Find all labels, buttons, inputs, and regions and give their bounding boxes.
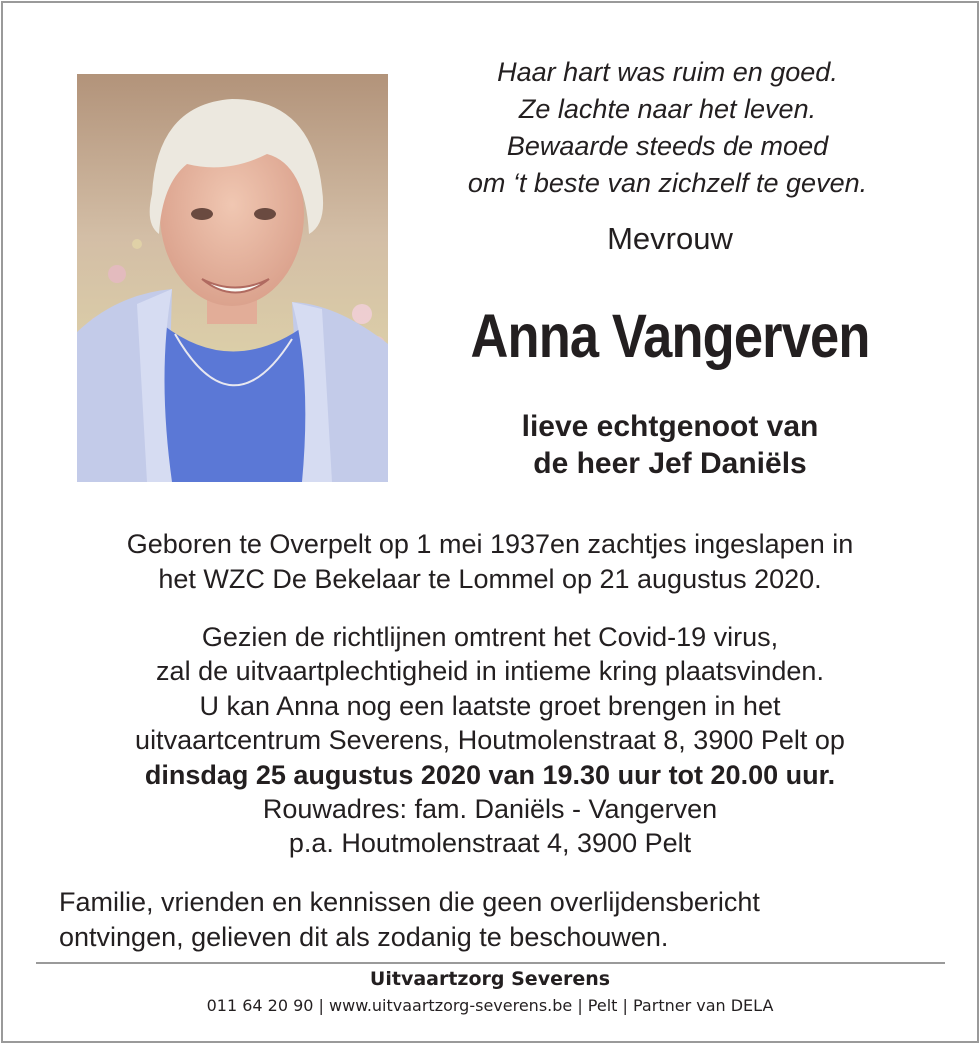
- poem-line: Bewaarde steeds de moed: [506, 131, 829, 161]
- family-line: ontvingen, gelieven dit als zodanig te beschouwen.: [59, 922, 669, 952]
- poem: [400, 54, 935, 202]
- spouse-line: lieve echtgenoot van: [521, 410, 819, 443]
- mourning-address-line: Rouwadres: fam. Daniëls - Vangerven: [262, 794, 718, 825]
- birth-line: het WZC De Bekelaar te Lommel op 21 augustus 2020.: [158, 564, 822, 594]
- birth-death-details: [20, 527, 960, 597]
- poem-line: om ‘t beste van zichzelf te geven.: [467, 168, 868, 198]
- poem-line: Ze lachte naar het leven.: [518, 94, 817, 124]
- info-line: zal de uitvaartplechtigheid in intieme kring plaatsvinden.: [156, 656, 824, 687]
- mourning-address-street: p.a. Houtmolenstraat 4, 3900 Pelt: [288, 828, 692, 859]
- family-line: Familie, vrienden en kennissen die geen overlijdensbericht: [59, 887, 760, 917]
- info-line: U kan Anna nog een laatste groet brengen in het: [199, 690, 781, 721]
- deceased-name: Anna Vangerven: [470, 302, 870, 370]
- footer-divider: [36, 962, 945, 964]
- visit-date-line: dinsdag 25 augustus 2020 van 19.30 uur tot 20.00 uur.: [144, 759, 836, 790]
- spouse-relation: [400, 408, 940, 482]
- family-notice: [59, 885, 939, 955]
- spouse-line: de heer Jef Daniëls: [533, 447, 807, 480]
- poem-line: Haar hart was ruim en goed.: [497, 57, 838, 87]
- portrait-photo: [77, 74, 388, 482]
- info-line: Gezien de richtlijnen omtrent het Covid-19 virus,: [201, 622, 779, 652]
- honorific: Mevrouw: [607, 221, 733, 256]
- undertaker-contact: 011 64 20 90 | www.uitvaartzorg-severens.be | Pelt | Partner van DELA: [206, 996, 774, 1015]
- info-line: uitvaartcentrum Severens, Houtmolenstraat 8, 3900 Pelt op: [135, 725, 845, 756]
- undertaker-name: Uitvaartzorg Severens: [369, 968, 611, 990]
- birth-line: Geboren te Overpelt op 1 mei 1937en zachtjes ingeslapen in: [126, 529, 854, 559]
- funeral-info: [20, 620, 960, 861]
